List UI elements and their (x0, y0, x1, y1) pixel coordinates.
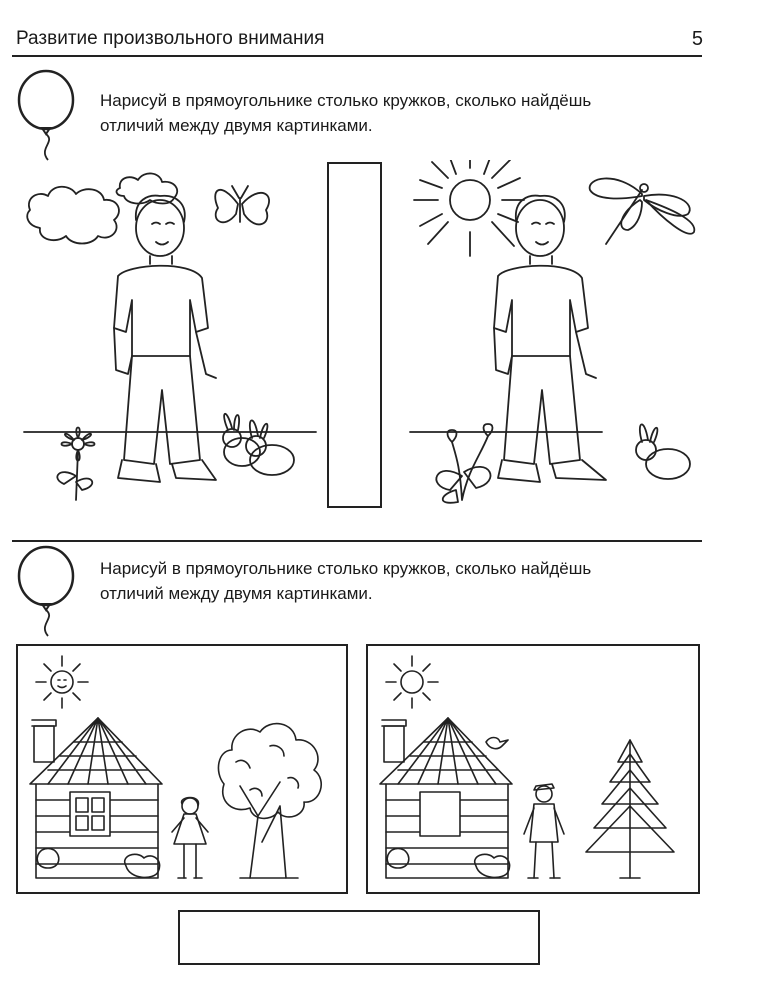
boy-figure (494, 196, 606, 482)
cloud-icon (27, 187, 119, 244)
task-2-instruction-line-2: отличий между двумя картинками. (100, 584, 373, 603)
boy-figure (524, 784, 564, 878)
task-2-picture-left (16, 644, 348, 894)
task-1-instruction-line-1: Нарисуй в прямоугольнике столько кружков, сколько найдёшь (100, 91, 592, 110)
task-2-instruction (100, 556, 700, 606)
strawberry-icon (436, 424, 492, 503)
header-title: Развитие произвольного внимания (16, 28, 325, 49)
task-1-picture-right (406, 160, 706, 510)
sun-icon (386, 656, 438, 708)
sun-icon (36, 656, 88, 708)
fir-tree-icon (586, 740, 674, 878)
dragonfly-icon (590, 178, 695, 244)
rabbit-icon (246, 420, 294, 475)
bird-icon (486, 738, 508, 749)
rabbit-icon (636, 424, 690, 479)
tree-icon (218, 724, 321, 878)
boy-figure (114, 196, 216, 482)
cloud-icon (117, 173, 178, 203)
header-divider (12, 55, 702, 57)
butterfly-icon (215, 186, 269, 224)
task-1-picture-left (20, 160, 320, 510)
sun-icon (414, 160, 524, 256)
balloon-icon (16, 544, 78, 640)
task-2-picture-right (366, 644, 700, 894)
flower-icon (57, 428, 94, 501)
task-1-answer-box[interactable] (327, 162, 382, 508)
house-icon (30, 718, 162, 878)
task-2-answer-box[interactable] (178, 910, 540, 965)
task-1-instruction (100, 88, 700, 138)
page-number: 5 (691, 28, 703, 50)
task-1-instruction-line-2: отличий между двумя картинками. (100, 116, 373, 135)
balloon-icon (16, 68, 78, 164)
girl-figure (172, 798, 208, 879)
section-divider (12, 540, 702, 542)
task-2-instruction-line-1: Нарисуй в прямоугольнике столько кружков, сколько найдёшь (100, 559, 592, 578)
house-icon (380, 718, 512, 878)
